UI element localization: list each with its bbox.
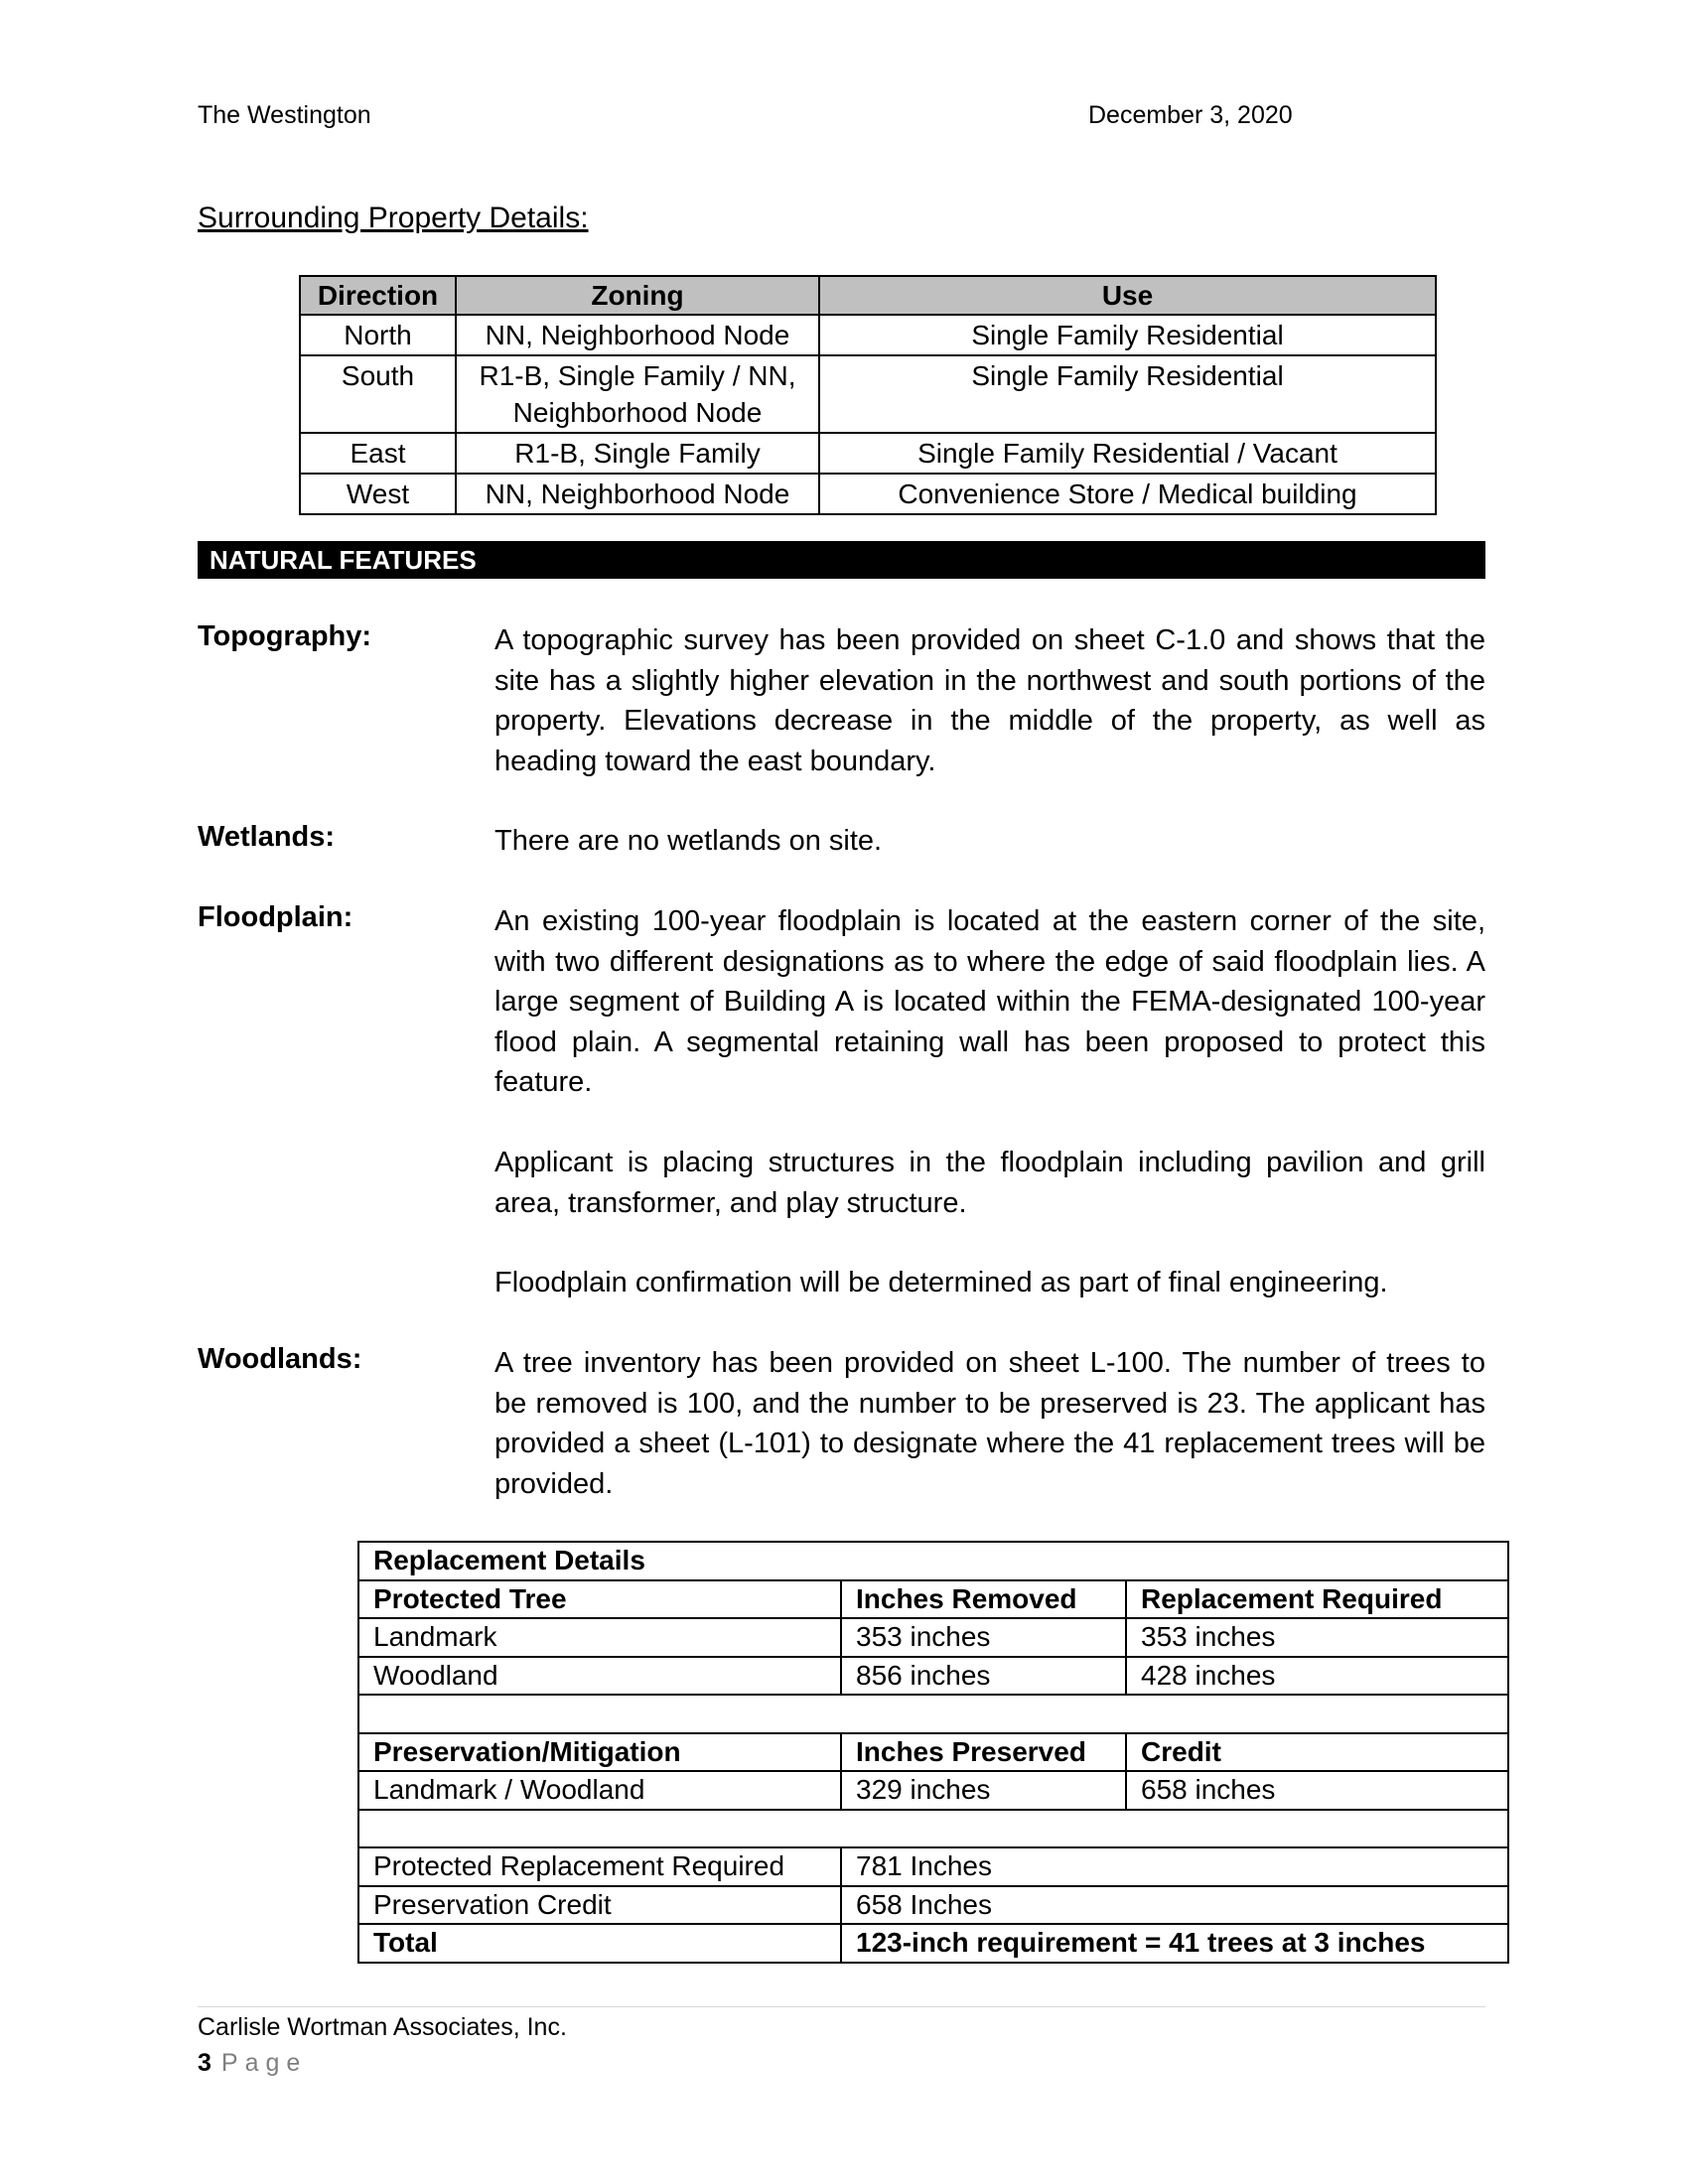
footer-page [198, 2049, 307, 2078]
zoning-cell [456, 355, 819, 433]
footer-divider [198, 2006, 1485, 2007]
table-row [358, 1847, 1508, 1886]
table-cell: Protected Replacement Required [358, 1847, 841, 1886]
table-header-row [358, 1580, 1508, 1619]
total-row [358, 1924, 1508, 1963]
natural-features-banner: NATURAL FEATURES [198, 541, 1485, 579]
woodlands-text: A tree inventory has been provided on sheet L-100. The number of trees to be removed is 100, and the number to be preserved is 23. The applicant has provided a sheet (L-101) to designate where the 41 replacement trees will be provided. [494, 1347, 1485, 1500]
page-number: 3 [198, 2049, 211, 2077]
use-cell: Single Family Residential [819, 315, 1436, 355]
total-label: Total [358, 1924, 841, 1963]
zoning-line: R1-B, Single Family / NN, [479, 360, 796, 391]
header-project: The Westington [198, 101, 371, 129]
blank-cell [358, 1810, 1508, 1848]
replacement-title: Replacement Details [358, 1542, 1508, 1580]
col-direction: Direction [300, 276, 456, 315]
table-row [358, 1771, 1508, 1810]
table-cell: 658 Inches [841, 1886, 1508, 1925]
topography-text: A topographic survey has been provided on sheet C-1.0 and shows that the site has a slightly higher elevation in the northwest and south portions of the property. Elevations decrease in the middle of the property, as well as heading toward the east boundary. [494, 624, 1485, 777]
col-inches-preserved: Inches Preserved [841, 1733, 1126, 1772]
table-row [358, 1886, 1508, 1925]
table-cell: Preservation Credit [358, 1886, 841, 1925]
blank-row [358, 1810, 1508, 1848]
table-header-row [358, 1733, 1508, 1772]
table-header-row [300, 276, 1436, 315]
table-cell: 353 inches [841, 1618, 1126, 1657]
use-cell: Single Family Residential / Vacant [819, 433, 1436, 474]
table-row [358, 1657, 1508, 1696]
use-cell: Convenience Store / Medical building [819, 474, 1436, 514]
use-cell: Single Family Residential [819, 355, 1436, 433]
col-credit: Credit [1126, 1733, 1508, 1772]
woodlands-label: Woodlands: [198, 1343, 362, 1375]
table-row [300, 315, 1436, 355]
table-cell: 428 inches [1126, 1657, 1508, 1696]
table-row [300, 355, 1436, 433]
table-cell: Woodland [358, 1657, 841, 1696]
col-use: Use [819, 276, 1436, 315]
direction-cell: West [300, 474, 456, 514]
table-row [300, 474, 1436, 514]
zoning-cell: NN, Neighborhood Node [456, 474, 819, 514]
floodplain-text-3: Floodplain confirmation will be determined as part of final engineering. [494, 1267, 1388, 1298]
zoning-cell: NN, Neighborhood Node [456, 315, 819, 355]
table-row [300, 433, 1436, 474]
blank-cell [358, 1695, 1508, 1733]
floodplain-text-1: An existing 100-year floodplain is located at the eastern corner of the site, with two different designations as to where the edge of said floodplain lies. A large segment of Building A is located within the FEMA-designated 100-year flood plain. A segmental retaining wall has been proposed to protect this feature. [494, 905, 1485, 1098]
table-cell: 329 inches [841, 1771, 1126, 1810]
topography-label: Topography: [198, 620, 372, 652]
floodplain-label: Floodplain: [198, 901, 353, 933]
page-word: Page [220, 2049, 308, 2077]
table-row [358, 1618, 1508, 1657]
zoning-cell: R1-B, Single Family [456, 433, 819, 474]
header-date: December 3, 2020 [1088, 101, 1293, 129]
table-cell: 781 Inches [841, 1847, 1508, 1886]
replacement-details-table [357, 1541, 1509, 1964]
blank-row [358, 1695, 1508, 1733]
table-cell: 353 inches [1126, 1618, 1508, 1657]
zoning-line: Neighborhood Node [512, 397, 763, 428]
col-zoning: Zoning [456, 276, 819, 315]
surrounding-property-table [299, 275, 1437, 515]
floodplain-text-2: Applicant is placing structures in the floodplain including pavilion and grill area, transformer, and play structure. [494, 1147, 1485, 1219]
total-value: 123-inch requirement = 41 trees at 3 inches [841, 1924, 1508, 1963]
col-protected-tree: Protected Tree [358, 1580, 841, 1619]
direction-cell: East [300, 433, 456, 474]
direction-cell: South [300, 355, 456, 433]
surrounding-title: Surrounding Property Details: [198, 202, 589, 234]
wetlands-label: Wetlands: [198, 821, 336, 853]
col-preservation-mitigation: Preservation/Mitigation [358, 1733, 841, 1772]
table-title-row [358, 1542, 1508, 1580]
col-replacement-required: Replacement Required [1126, 1580, 1508, 1619]
col-inches-removed: Inches Removed [841, 1580, 1126, 1619]
table-cell: 856 inches [841, 1657, 1126, 1696]
table-cell: Landmark / Woodland [358, 1771, 841, 1810]
footer-company: Carlisle Wortman Associates, Inc. [198, 2013, 567, 2041]
wetlands-text: There are no wetlands on site. [494, 825, 883, 857]
table-cell: Landmark [358, 1618, 841, 1657]
table-cell: 658 inches [1126, 1771, 1508, 1810]
direction-cell: North [300, 315, 456, 355]
